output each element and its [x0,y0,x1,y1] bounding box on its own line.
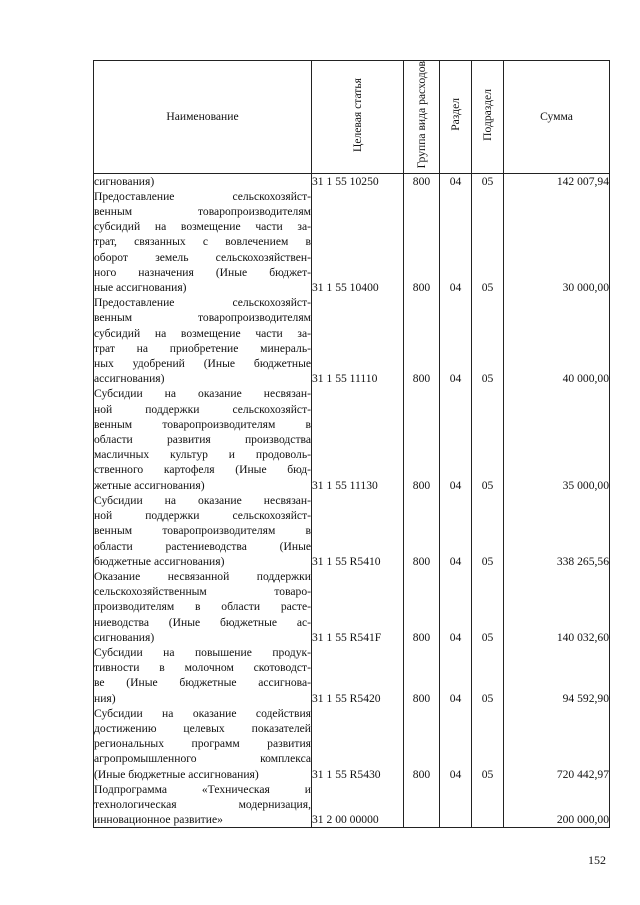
table-header-row [94,61,610,174]
row-name-line: региональных программ развития [94,737,311,751]
row-target-code: 31 1 55 10250 [312,173,404,189]
row-target-code: 31 1 55 11130 [312,386,404,492]
budget-table [93,60,610,828]
row-name [94,295,312,386]
row-target-code: 31 1 55 10400 [312,189,404,295]
row-group: 800 [404,645,440,706]
row-subsection: 05 [472,295,504,386]
row-group: 800 [404,295,440,386]
page-number: 152 [588,853,606,867]
row-name [94,645,312,706]
row-target-code: 31 1 55 R541F [312,569,404,645]
row-name [94,706,312,782]
table-row [94,569,610,645]
row-name-line: трат на приобретение минераль- [94,341,311,355]
row-name-line: инновационное развитие» [94,813,223,827]
row-name-line: ственного картофеля (Иные бюд- [94,463,311,477]
row-sum: 200 000,00 [504,782,610,828]
row-sum: 338 265,56 [504,493,610,569]
row-name-line: венным товаропроизводителям в [94,417,311,431]
row-name-line: ния) [94,691,116,705]
row-name-line: Субсидии на оказание содействия [94,706,311,720]
row-name-line: сигнования) [94,174,155,188]
row-section: 04 [440,173,472,189]
table-row [94,295,610,386]
row-name-line: (Иные бюджетные ассигнования) [94,767,259,781]
row-sum: 35 000,00 [504,386,610,492]
row-subsection: 05 [472,386,504,492]
row-subsection: 05 [472,173,504,189]
row-section [440,782,472,828]
row-name-line: субсидий на возмещение части за- [94,220,311,234]
row-name-line: масличных культур и продоволь- [94,448,311,462]
row-name-line: ные ассигнования) [94,281,187,295]
row-group: 800 [404,189,440,295]
row-section: 04 [440,706,472,782]
row-name [94,386,312,492]
row-subsection: 05 [472,706,504,782]
row-name [94,782,312,828]
row-sum: 94 592,90 [504,645,610,706]
row-name-line: ной поддержки сельскохозяйст- [94,509,311,523]
row-subsection: 05 [472,493,504,569]
row-name-line: агропромышленного комплекса [94,752,311,766]
row-name-line: ве (Иные бюджетные ассигнова- [94,676,311,690]
header-name: Наименование [94,61,312,174]
row-name-line: ного назначения (Иные бюджет- [94,265,311,279]
row-section: 04 [440,645,472,706]
row-name-line: бюджетные ассигнования) [94,554,225,568]
row-section: 04 [440,295,472,386]
row-name-line: Предоставление сельскохозяйст- [94,189,311,203]
row-section: 04 [440,493,472,569]
row-group: 800 [404,569,440,645]
row-section: 04 [440,569,472,645]
row-name-line: тивности в молочном скотоводст- [94,661,311,675]
row-name [94,173,312,189]
row-group: 800 [404,173,440,189]
row-name-line: субсидий на возмещение части за- [94,326,311,340]
row-name-line: ниеводства (Иные бюджетные ас- [94,615,311,629]
row-name-line: технологическая модернизация, [94,797,311,811]
table-row [94,173,610,189]
row-target-code: 31 1 55 R5410 [312,493,404,569]
row-name-line: сигнования) [94,630,155,644]
row-name [94,189,312,295]
table-row [94,386,610,492]
row-group: 800 [404,386,440,492]
row-group: 800 [404,493,440,569]
table-row [94,645,610,706]
row-name-line: производителям в области расте- [94,600,311,614]
row-group [404,782,440,828]
row-sum: 142 007,94 [504,173,610,189]
header-target: Целевая статья [312,61,404,174]
row-sum: 40 000,00 [504,295,610,386]
row-name-line: достижению целевых показателей [94,721,311,735]
row-name-line: ассигнования) [94,372,165,386]
row-sum: 30 000,00 [504,189,610,295]
row-name-line: Субсидии на оказание несвязан- [94,387,311,401]
header-section: Раздел [440,61,472,174]
row-name [94,493,312,569]
row-name-line: области растениеводства (Иные [94,539,311,553]
header-subsection: Подраздел [472,61,504,174]
row-name [94,569,312,645]
row-section: 04 [440,386,472,492]
row-subsection: 05 [472,645,504,706]
row-name-line: Субсидии на повышение продук- [94,645,311,659]
row-name-line: венным товаропроизводителям в [94,524,311,538]
row-name-line: области развития производства [94,433,311,447]
row-name-line: Оказание несвязанной поддержки [94,569,311,583]
row-subsection [472,782,504,828]
row-name-line: ной поддержки сельскохозяйст- [94,402,311,416]
row-target-code: 31 1 55 R5420 [312,645,404,706]
row-name-line: ных удобрений (Иные бюджетные [94,357,311,371]
row-subsection: 05 [472,569,504,645]
row-name-line: сельскохозяйственным товаро- [94,585,311,599]
row-name-line: Субсидии на оказание несвязан- [94,493,311,507]
table-row [94,493,610,569]
row-name-line: оборот земель сельскохозяйствен- [94,250,311,264]
table-body [94,173,610,828]
row-target-code: 31 2 00 00000 [312,782,404,828]
row-name-line: венным товаропроизводителям [94,311,311,325]
row-name-line: Предоставление сельскохозяйст- [94,296,311,310]
table-row [94,706,610,782]
header-sum: Сумма [504,61,610,174]
row-target-code: 31 1 55 11110 [312,295,404,386]
row-name-line: Подпрограмма «Техническая и [94,782,311,796]
row-target-code: 31 1 55 R5430 [312,706,404,782]
row-section: 04 [440,189,472,295]
row-subsection: 05 [472,189,504,295]
row-name-line: трат, связанных с вовлечением в [94,235,311,249]
table-row [94,782,610,828]
header-group: Группа вида расходов [404,61,440,174]
row-name-line: жетные ассигнования) [94,478,205,492]
table-row [94,189,610,295]
row-sum: 140 032,60 [504,569,610,645]
row-name-line: венным товаропроизводителям [94,205,311,219]
row-sum: 720 442,97 [504,706,610,782]
row-group: 800 [404,706,440,782]
